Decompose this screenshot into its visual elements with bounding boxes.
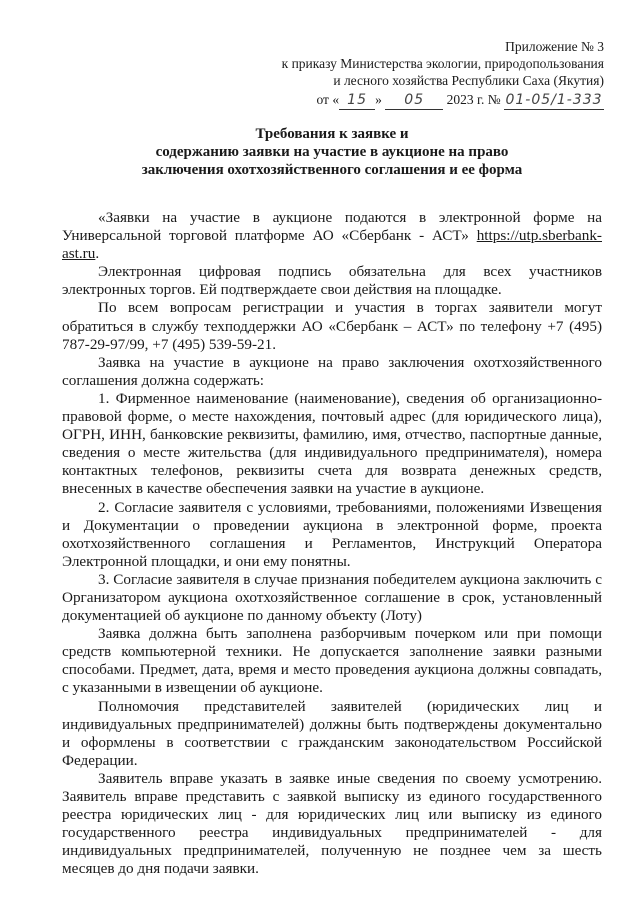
paragraph-representative-powers: Полномочия представителей заявителей (юридических лиц и индивидуальных предпринимателей) должны быть подтверждены документально и оформлены в соответствии с гражданским законодательством Российской Федерации. [62,697,602,769]
order-reference-line1: к приказу Министерства экологии, природопользования [281,56,604,71]
handwritten-order-number: 01-05/1-333 [505,92,603,108]
handwritten-month: 05 [385,92,443,110]
document-body [62,209,602,878]
order-date-line [62,91,604,110]
appendix-number: Приложение № 3 [505,39,604,54]
paragraph-text: «Заявки на участие в аукционе подаются в электронной форме на Универсальной торговой платформе АО «Сбербанк - АСТ» [62,209,602,245]
paragraph-additional-info: Заявитель вправе указать в заявке иные сведения по своему усмотрению. Заявитель вправе представить с заявкой выписку из единого государственного реестра юридических лиц - для юридических лиц или выписку из единого государственного реестра индивидуальных предпринимателей - для индивидуальных предпринимателей, полученную не позднее чем за шесть месяцев до дня подачи заявки. [62,769,602,878]
paragraph-item-1: 1. Фирменное наименование (наименование), сведения об организационно-правовой форме, о месте нахождения, почтовый адрес (для юридического лица), ОГРН, ИНН, банковские реквизиты, фамилию, имя, отчество, паспортные данные, сведения о месте жительства (для индивидуального предпринимателя), номера контактных телефонов, реквизиты счета для возврата денежных средств, внесенных в качестве обеспечения заявки на участие в аукционе. [62,389,602,498]
paragraph-end: . [95,245,100,263]
order-reference-line2: и лесного хозяйства Республики Саха (Якутия) [333,73,604,88]
sberbank-ast-link[interactable]: https://utp.sberbank-ast.ru [62,227,602,263]
paragraph-application-contents-intro: Заявка на участие в аукционе на право заключения охотхозяйственного соглашения должна содержать: [62,353,602,389]
order-year-number-label: 2023 г. № [446,92,501,107]
paragraph-submission-platform [62,209,602,263]
paragraph-support-contacts: По всем вопросам регистрации и участия в торгах заявители могут обратиться в службу техподдержки АО «Сбербанк – АСТ» по телефону +7 (495) 787-29-97/99, +7 (495) 539-59-21. [62,299,602,353]
document-title [62,125,602,179]
title-line-1: Требования к заявке и [255,126,409,142]
date-quote: » [375,92,382,107]
title-line-2: содержанию заявки на участие в аукционе на право [155,144,509,160]
paragraph-digital-signature: Электронная цифровая подпись обязательна для всех участников электронных торгов. Ей подтверждаете свои действия на площадке. [62,263,602,299]
paragraph-filling-rules: Заявка должна быть заполнена разборчивым почерком или при помощи средств компьютерной техники. Не допускается заполнение заявки разными способами. Предмет, дата, время и место проведения аукциона должны совпадать, с указанными в извещении об аукционе. [62,625,602,697]
appendix-header [62,38,604,110]
paragraph-item-3: 3. Согласие заявителя в случае признания победителем аукциона заключить с Организатором аукциона охотхозяйственное соглашение в срок, установленный документацией об аукционе по данному объекту (Лоту) [62,570,602,625]
handwritten-day: 15 [339,92,375,110]
date-prefix: от « [316,92,340,107]
paragraph-item-2: 2. Согласие заявителя с условиями, требованиями, положениями Извещения и Документации о проведении аукциона в электронной форме, проекта охотхозяйственного соглашения и Регламентов, Инструкций Оператора Электронной площадки, и они ему понятны. [62,498,602,570]
title-line-3: заключения охотхозяйственного соглашения и ее форма [141,162,523,178]
